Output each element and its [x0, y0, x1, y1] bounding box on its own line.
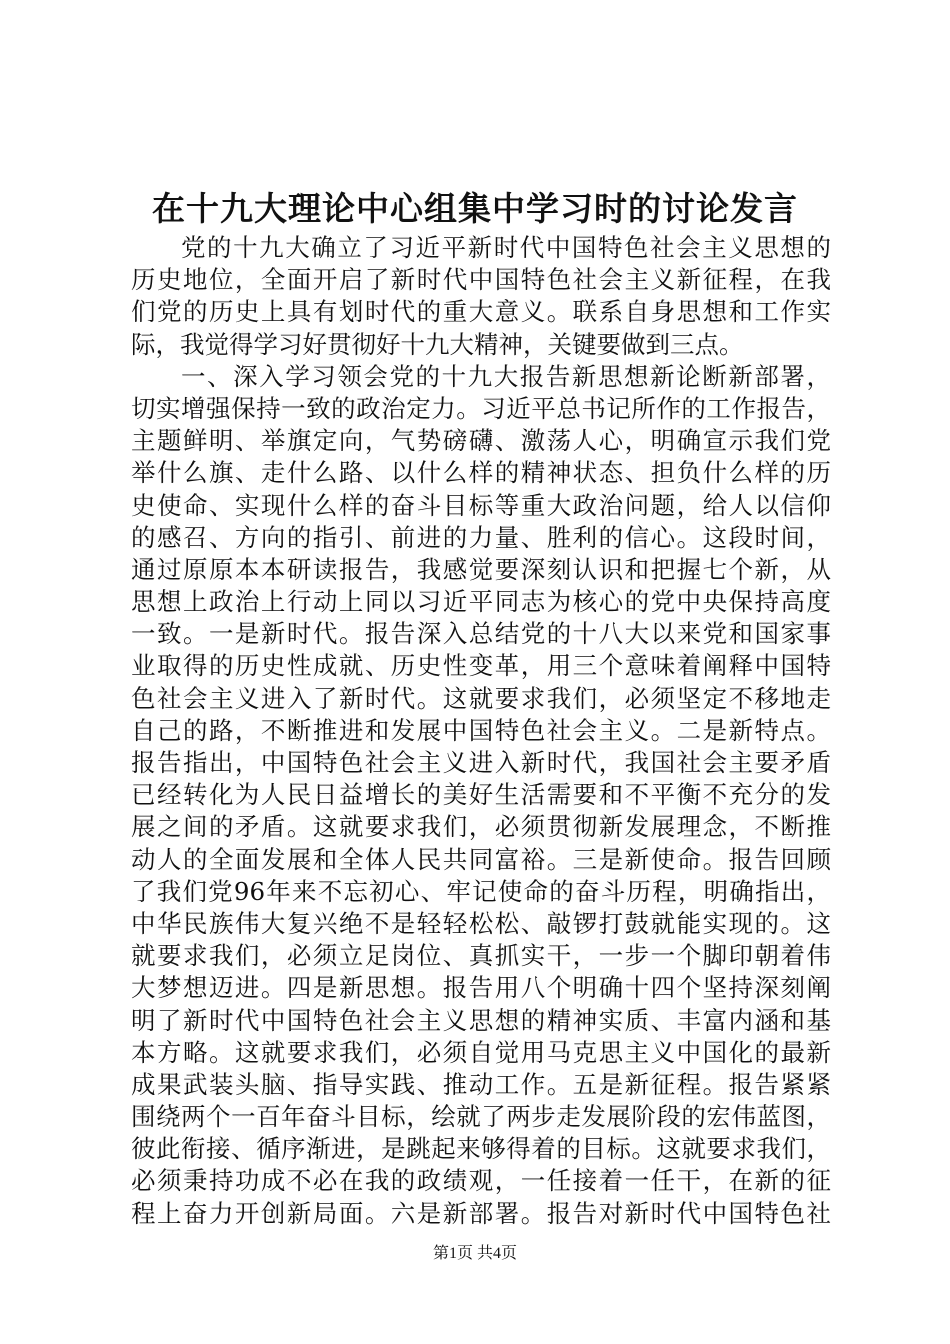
document-body — [131, 232, 831, 1230]
text-line: 色社会主义进入了新时代。这就要求我们，必须坚定不移地走 — [131, 683, 831, 713]
text-line: 际，我觉得学习好贯彻好十九大精神，关键要做到三点。 — [131, 329, 744, 359]
text-line: 成果武装头脑、指导实践、推动工作。五是新征程。报告紧紧 — [131, 1069, 831, 1099]
document-title: 在十九大理论中心组集中学习时的讨论发言 — [152, 189, 798, 228]
text-line: 展之间的矛盾。这就要求我们，必须贯彻新发展理念，不断推 — [131, 812, 831, 842]
text-line: 自己的路，不断推进和发展中国特色社会主义。二是新特点。 — [131, 715, 831, 745]
text-line: 大梦想迈进。四是新思想。报告用八个明确十四个坚持深刻阐 — [131, 973, 831, 1003]
text-line: 的感召、方向的指引、前进的力量、胜利的信心。这段时间， — [131, 522, 831, 552]
text-line: 本方略。这就要求我们，必须自觉用马克思主义中国化的最新 — [131, 1037, 831, 1067]
text-line: 们党的历史上具有划时代的重大意义。联系自身思想和工作实 — [131, 297, 831, 327]
text-line: 一、深入学习领会党的十九大报告新思想新论断新部署， — [181, 361, 831, 391]
text-line: 历史地位，全面开启了新时代中国特色社会主义新征程，在我 — [131, 265, 831, 295]
text-line: 一致。一是新时代。报告深入总结党的十八大以来党和国家事 — [131, 619, 831, 649]
text-line: 报告指出，中国特色社会主义进入新时代，我国社会主要矛盾 — [131, 748, 831, 777]
text-line: 围绕两个一百年奋斗目标，绘就了两步走发展阶段的宏伟蓝图， — [131, 1102, 831, 1132]
text-line: 了我们党96年来不忘初心、牢记使命的奋斗历程，明确指出， — [131, 876, 831, 906]
text-line: 业取得的历史性成就、历史性变革，用三个意味着阐释中国特 — [131, 651, 831, 681]
text-line: 已经转化为人民日益增长的美好生活需要和不平衡不充分的发 — [131, 780, 831, 810]
text-line: 动人的全面发展和全体人民共同富裕。三是新使命。报告回顾 — [131, 844, 831, 874]
text-line: 切实增强保持一致的政治定力。习近平总书记所作的工作报告， — [131, 393, 831, 423]
text-line: 就要求我们，必须立足岗位、真抓实干，一步一个脚印朝着伟 — [131, 941, 831, 971]
text-line: 举什么旗、走什么路、以什么样的精神状态、担负什么样的历 — [131, 458, 831, 488]
page-number-footer: 第1页 共4页 — [432, 1245, 517, 1262]
text-line: 中华民族伟大复兴绝不是轻轻松松、敲锣打鼓就能实现的。这 — [131, 908, 831, 938]
text-line: 彼此衔接、循序渐进，是跳起来够得着的目标。这就要求我们， — [131, 1134, 831, 1164]
text-line: 党的十九大确立了习近平新时代中国特色社会主义思想的 — [181, 233, 831, 262]
text-line: 通过原原本本研读报告，我感觉要深刻认识和把握七个新，从 — [131, 554, 831, 584]
text-line: 明了新时代中国特色社会主义思想的精神实质、丰富内涵和基 — [131, 1005, 831, 1035]
text-line: 程上奋力开创新局面。六是新部署。报告对新时代中国特色社 — [131, 1198, 831, 1228]
text-line: 史使命、实现什么样的奋斗目标等重大政治问题，给人以信仰 — [131, 490, 831, 520]
text-line: 必须秉持功成不必在我的政绩观，一任接着一任干，在新的征 — [131, 1166, 831, 1196]
text-line: 思想上政治上行动上同以习近平同志为核心的党中央保持高度 — [131, 587, 831, 617]
text-line: 主题鲜明、举旗定向，气势磅礴、激荡人心，明确宣示我们党 — [131, 426, 831, 456]
